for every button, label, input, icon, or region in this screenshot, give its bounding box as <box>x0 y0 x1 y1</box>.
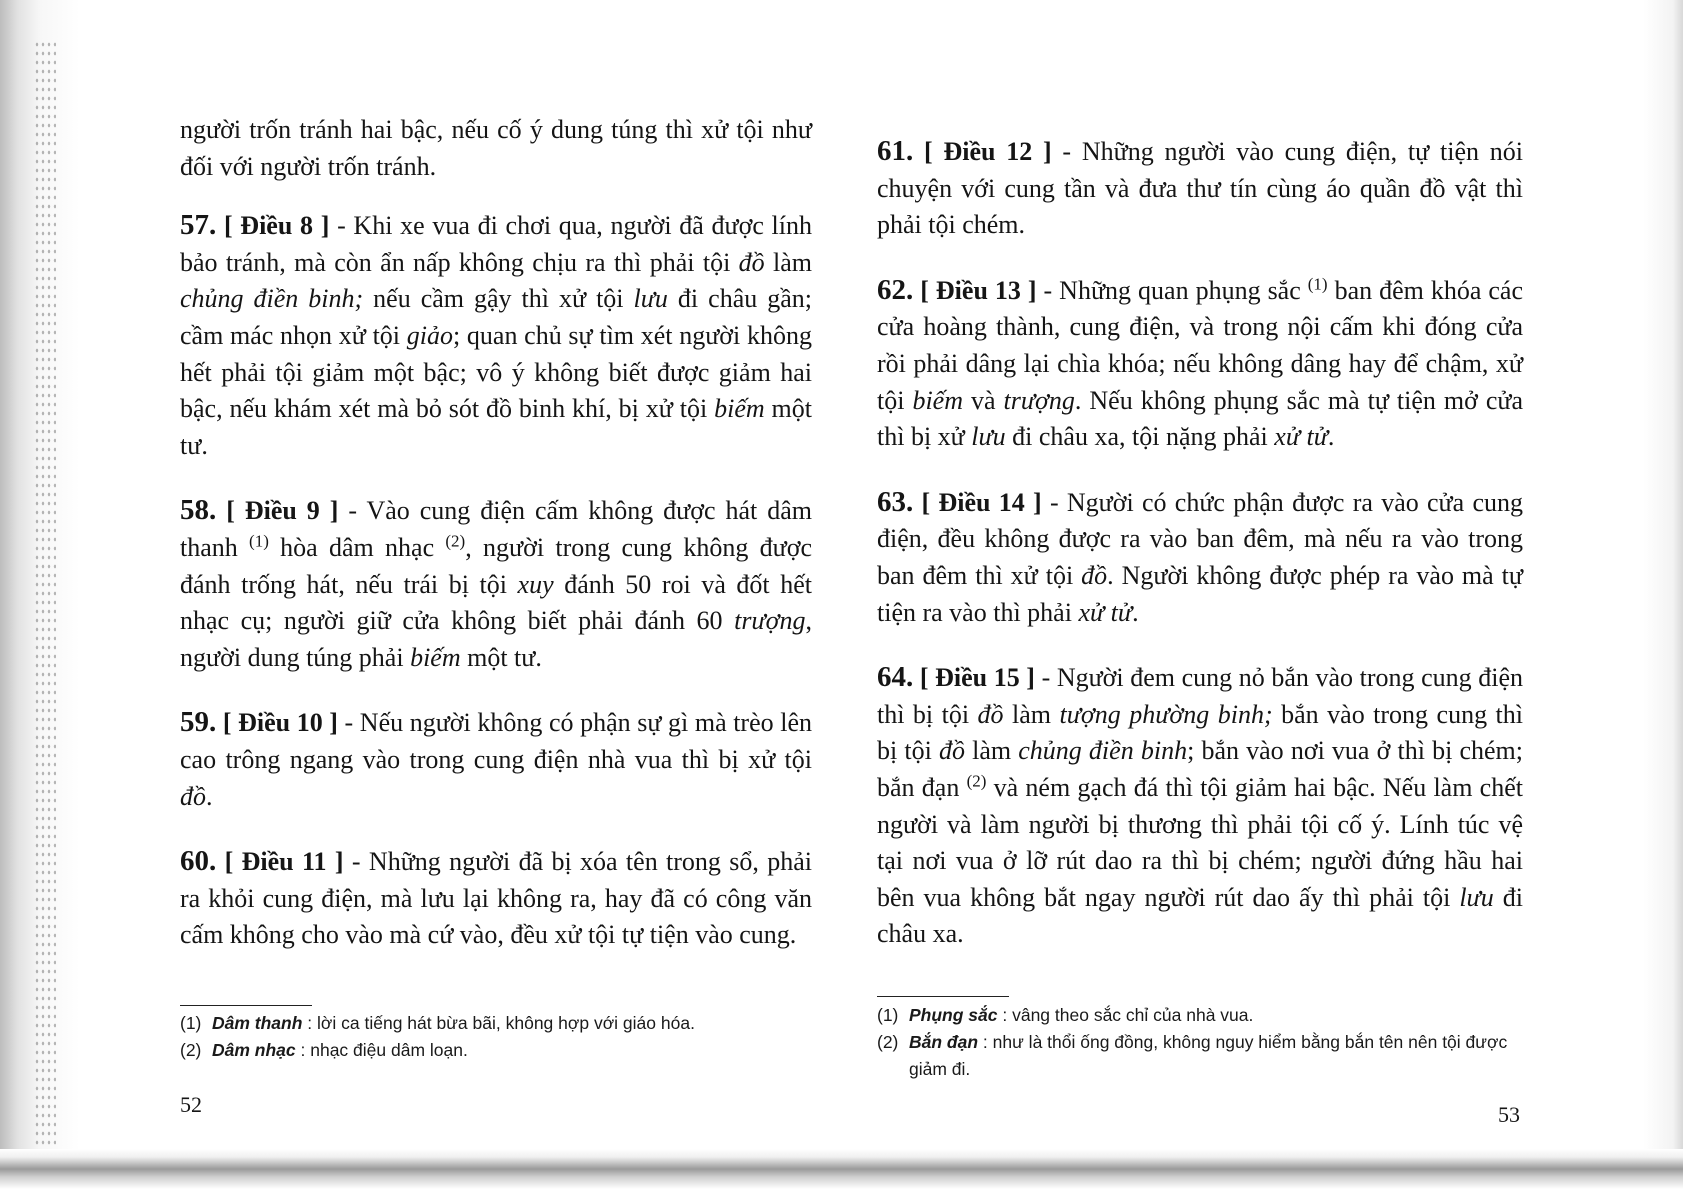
article-paragraph <box>180 704 812 815</box>
legal-term: giảo <box>406 320 453 350</box>
article-paragraph <box>877 484 1523 631</box>
paragraph-text: - Người có chức phận được ra vào cửa cung điện, đều không được ra vào ban đêm, mà nếu ra vào trong ban đêm thì xử tội <box>877 487 1523 590</box>
right-page-number: 53 <box>1498 1102 1520 1127</box>
footnote <box>877 1002 1523 1029</box>
article-number: 59. <box>180 706 217 739</box>
legal-term: chủng điền binh <box>1018 736 1188 766</box>
article-label: [ Điều 12 ] <box>924 137 1052 166</box>
paragraph-text: và <box>962 385 1004 415</box>
paragraph-text: một tư. <box>460 642 542 672</box>
paragraph-text: . <box>1327 422 1335 452</box>
footnote-body <box>212 1037 468 1064</box>
legal-term: lưu <box>971 422 1006 452</box>
paragraph-text: làm <box>1003 699 1060 729</box>
legal-term: lưu <box>633 284 668 314</box>
left-page-number: 52 <box>180 1092 202 1117</box>
legal-term: đồ <box>738 247 765 277</box>
legal-term: trượng <box>734 606 806 636</box>
paragraph-text: . Người không được phép ra vào mà tự tiện ra vào thì phải <box>877 560 1523 627</box>
article-number: 57. <box>180 209 217 242</box>
article-label: [ Điều 13 ] <box>920 275 1037 305</box>
paragraph-text: - Những người vào cung điện, tự tiện nói chuyện với cung tần và đưa thư tín cùng áo quần đồ vật thì phải tội chém. <box>877 137 1523 240</box>
article-label: [ Điều 10 ] <box>222 708 338 738</box>
article-paragraph <box>180 492 812 676</box>
footnote-term: Dâm thanh <box>212 1013 303 1033</box>
paragraph-text: nếu cầm gậy thì xử tội <box>363 284 634 314</box>
left-footnotes <box>180 1010 812 1064</box>
left-page-text <box>180 112 812 982</box>
legal-term: tượng phường binh; <box>1059 699 1273 729</box>
footnote-mark: (1) <box>877 1005 899 1025</box>
footnote-term: Bắn đạn <box>909 1032 979 1052</box>
paragraph-text: người trốn tránh hai bậc, nếu cố ý dung túng thì xử tội như đối với người trốn tránh. <box>180 115 812 181</box>
article-paragraph <box>877 133 1523 244</box>
legal-term: biếm <box>410 642 461 672</box>
article-number: 62. <box>877 273 914 306</box>
footnote <box>180 1037 812 1064</box>
paragraph-text: ; bắn vào nơi vua ở thì bị chém; bắn đạn <box>877 736 1524 802</box>
footnote-term: Phụng sắc <box>909 1005 998 1025</box>
paragraph-text: - Vào cung điện cấm không được hát dâm thanh <box>180 496 812 562</box>
paragraph-text: . <box>1132 597 1139 627</box>
page-bottom-edge <box>0 1149 1683 1189</box>
legal-term: chủng điền binh; <box>180 284 364 314</box>
paragraph-text: một tư. <box>180 394 812 460</box>
paragraph-text: - Nếu người không có phận sự gì mà trèo lên cao trông ngang vào trong cung điện nhà vua thì bị xử tội <box>180 708 812 774</box>
article-label: [ Điều 15 ] <box>919 663 1035 693</box>
article-paragraph <box>180 843 812 954</box>
legal-term: đồ <box>180 781 206 811</box>
article-number: 61. <box>877 135 914 167</box>
legal-term: lưu <box>1459 882 1494 912</box>
legal-term: xuy <box>517 569 554 599</box>
footnote-mark: (2) <box>877 1032 899 1052</box>
footnote-body <box>909 1002 1253 1029</box>
paragraph-text: - Những người đã bị xóa tên trong sổ, phải ra khỏi cung điện, mà lưu lại không ra, hay đã có công văn cấm không cho vào mà cứ vào, đều xử tội tự tiện vào cung. <box>180 847 813 950</box>
footnote-text: : như là thổi ống đồng, không nguy hiểm bằng bắn tên nên tội được giảm đi. <box>909 1032 1508 1079</box>
article-paragraph <box>180 112 812 185</box>
legal-term: biếm <box>714 394 765 424</box>
paragraph-text: đi châu xa, tội nặng phải <box>1005 422 1275 452</box>
footnote-text: : nhạc điệu dâm loạn. <box>295 1040 468 1060</box>
paragraph-text: . Nếu không phụng sắc mà tự tiện mở cửa thì bị xử <box>877 385 1523 452</box>
article-number: 63. <box>877 485 914 518</box>
article-label: [ Điều 9 ] <box>226 496 339 526</box>
legal-term: xử tử <box>1274 422 1328 452</box>
paragraph-text: làm <box>964 736 1019 766</box>
footnote-reference: (1) <box>1307 274 1328 294</box>
legal-term: biếm <box>912 385 963 415</box>
footnote-reference: (2) <box>966 771 987 791</box>
footnote <box>877 1029 1523 1083</box>
legal-term: trượng <box>1003 385 1075 415</box>
left-footnote-rule <box>180 1005 312 1006</box>
paragraph-text: bắn vào trong cung thì bị tội <box>877 699 1523 766</box>
page-edge-shadow <box>1643 0 1683 1189</box>
article-label: [ Điều 11 ] <box>224 847 344 877</box>
footnote-term: Dâm nhạc <box>212 1040 296 1060</box>
legal-term: xử tử <box>1078 597 1133 627</box>
article-paragraph <box>180 207 812 464</box>
paragraph-text: . <box>206 781 213 811</box>
footnote-body <box>909 1029 1523 1083</box>
paragraph-text: hòa dâm nhạc <box>268 532 446 562</box>
footnote-reference: (2) <box>445 531 466 551</box>
paragraph-text: và ném gạch đá thì tội giảm hai bậc. Nếu làm chết người và làm người bị thương thì phải tội cố ý. Lính túc vệ tại nơi vua ở lỡ rút dao ra thì bị chém; người đứng hầu hai bên vua không bắt ngay người rút dao ấy thì phải tội <box>877 772 1523 912</box>
paragraph-text: - Người đem cung nỏ bắn vào trong cung điện thì bị tội <box>877 663 1523 729</box>
paragraph-text: , người trong cung không được đánh trống hát, nếu trái bị tội <box>180 532 812 599</box>
footnote-text: : lời ca tiếng hát bừa bãi, không hợp với giáo hóa. <box>302 1013 695 1033</box>
legal-term: đồ <box>1081 560 1108 590</box>
footnote <box>180 1010 812 1037</box>
legal-term: đồ <box>938 736 965 766</box>
paragraph-text: đi châu xa. <box>877 882 1523 949</box>
paragraph-text: , người dung túng phải <box>180 606 812 672</box>
paragraph-text: - Khi xe vua đi chơi qua, người đã được lính bảo tránh, mà còn ẩn nấp không chịu ra thì phải tội <box>180 211 812 277</box>
right-footnotes <box>877 1002 1523 1083</box>
article-number: 64. <box>877 661 914 694</box>
article-label: [ Điều 8 ] <box>223 211 330 241</box>
paragraph-text: đi châu gần; cầm mác nhọn xử tội <box>180 284 812 350</box>
binding-scan-noise <box>34 40 56 1150</box>
article-number: 58. <box>180 494 217 527</box>
article-number: 60. <box>180 845 217 878</box>
footnote-body <box>212 1010 695 1037</box>
paragraph-text: ; quan chủ sự tìm xét người không hết phải tội giảm một bậc; vô ý không biết được giảm hai bậc, nếu khám xét mà bỏ sót đồ binh khí, bị xử tội <box>180 320 812 424</box>
footnote-mark: (2) <box>180 1040 202 1060</box>
right-page-text <box>877 133 1523 981</box>
paragraph-text: ban đêm khóa các cửa hoàng thành, cung điện, và trong nội cấm khi đóng cửa rồi phải dâng lại chìa khóa; nếu không dâng hay để chậm, xử tội <box>877 275 1524 415</box>
footnote-reference: (1) <box>249 531 269 551</box>
article-paragraph <box>877 272 1523 456</box>
article-paragraph <box>877 659 1523 953</box>
right-footnote-rule <box>877 996 1009 997</box>
paragraph-text: làm <box>764 247 812 277</box>
footnote-text: : vâng theo sắc chỉ của nhà vua. <box>997 1005 1254 1025</box>
article-label: [ Điều 14 ] <box>921 487 1042 517</box>
footnote-mark: (1) <box>180 1013 202 1033</box>
paragraph-text: - Những quan phụng sắc <box>1036 275 1308 305</box>
paragraph-text: đánh 50 roi và đốt hết nhạc cụ; người giữ cửa không biết phải đánh 60 <box>180 569 812 636</box>
legal-term: đồ <box>977 699 1004 729</box>
